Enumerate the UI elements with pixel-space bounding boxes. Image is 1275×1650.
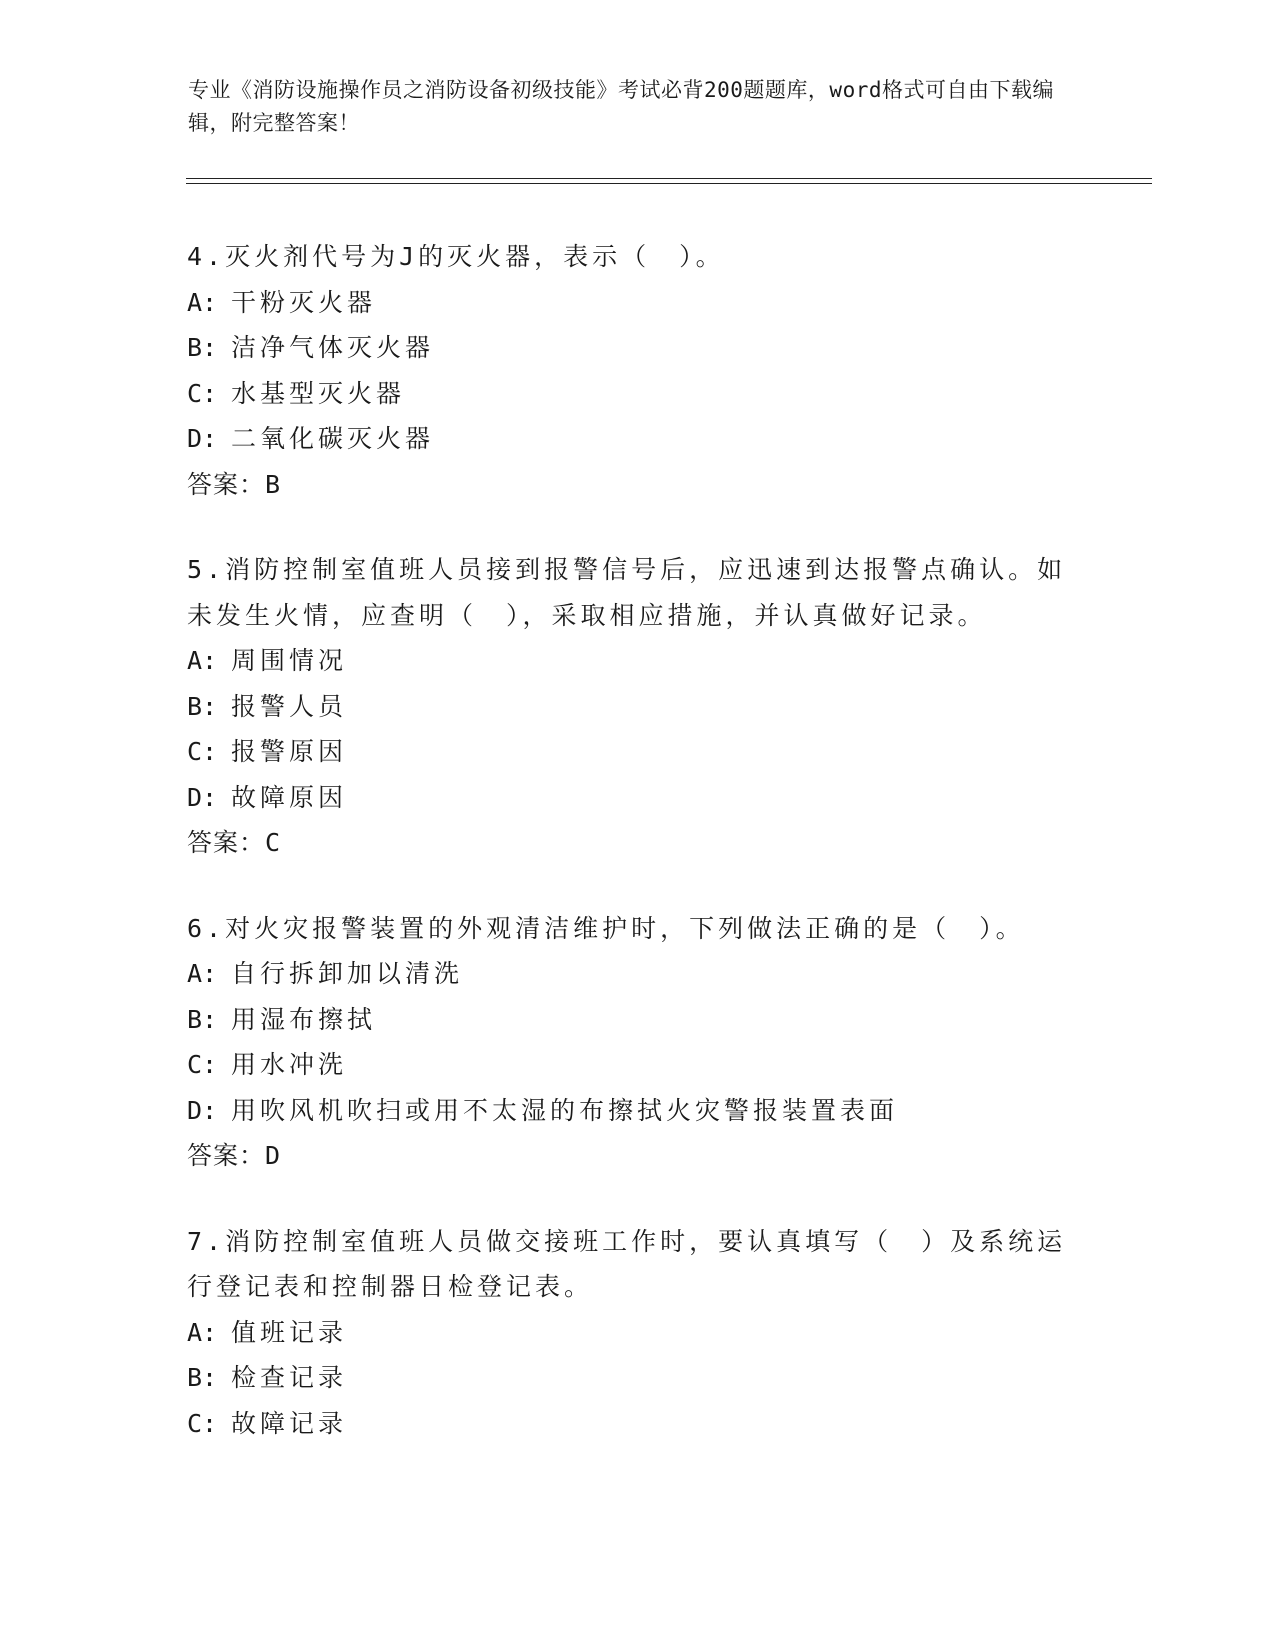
option-letter: A: [187, 287, 218, 317]
question-stem: 7.消防控制室值班人员做交接班工作时，要认真填写（ ）及系统运行登记表和控制器日检登记表。 [187, 1226, 1067, 1301]
option-text: 报警原因 [231, 737, 348, 766]
option-text: 水基型灭火器 [231, 378, 406, 408]
option-d [187, 1088, 1067, 1134]
option-b [187, 684, 1067, 730]
option-a [187, 1310, 1067, 1356]
option-d [187, 416, 1067, 462]
option-b [187, 1355, 1067, 1401]
answer-value: B [265, 469, 282, 499]
option-a [187, 638, 1067, 684]
question-6 [187, 906, 1067, 1179]
option-c [187, 1401, 1067, 1447]
option-c [187, 729, 1067, 775]
option-letter: D: [187, 424, 218, 453]
answer-label: 答案： [187, 828, 266, 857]
option-letter: B: [187, 333, 218, 362]
option-b [187, 997, 1067, 1043]
question-list [187, 234, 1067, 1486]
option-text: 检查记录 [231, 1363, 348, 1392]
question-4 [187, 234, 1067, 507]
question-stem: 6.对火灾报警装置的外观清洁维护时，下列做法正确的是（ ）。 [187, 913, 1025, 943]
answer-label: 答案： [187, 469, 266, 499]
option-text: 报警人员 [231, 691, 348, 721]
option-c [187, 371, 1067, 417]
option-b [187, 325, 1067, 371]
option-text: 洁净气体灭火器 [231, 333, 435, 362]
option-letter: A: [187, 959, 218, 988]
header-rule-top [186, 178, 1152, 179]
question-stem: 5.消防控制室值班人员接到报警信号后，应迅速到达报警点确认。如未发生火情，应查明（ ），采取相应措施，并认真做好记录。 [187, 555, 1067, 630]
answer-line [187, 820, 1067, 866]
answer-line [187, 1133, 1067, 1179]
option-d [187, 775, 1067, 821]
option-letter: B: [187, 1004, 218, 1034]
answer-line [187, 462, 1067, 508]
option-letter: B: [187, 691, 218, 721]
question-stem: 4.灭火剂代号为J的灭火器，表示（ ）。 [187, 242, 725, 271]
option-letter: D: [187, 1095, 218, 1125]
option-text: 用水冲洗 [231, 1050, 348, 1079]
answer-label: 答案： [187, 1141, 266, 1170]
header-rule-bottom [186, 183, 1152, 184]
option-letter: D: [187, 782, 218, 812]
option-letter: C: [187, 737, 218, 766]
question-7 [187, 1219, 1067, 1447]
option-letter: B: [187, 1363, 218, 1392]
question-5 [187, 547, 1067, 866]
option-a [187, 951, 1067, 997]
option-text: 故障记录 [231, 1408, 348, 1438]
option-text: 自行拆卸加以清洗 [231, 959, 464, 988]
document-header: 专业《消防设施操作员之消防设备初级技能》考试必背200题题库，word格式可自由下载编辑，附完整答案！ [188, 78, 1054, 135]
option-text: 故障原因 [231, 782, 348, 812]
option-text: 干粉灭火器 [231, 287, 377, 317]
option-letter: C: [187, 378, 218, 408]
option-letter: A: [187, 646, 218, 675]
option-text: 周围情况 [231, 646, 348, 675]
option-text: 值班记录 [231, 1317, 348, 1347]
option-letter: C: [187, 1408, 218, 1438]
option-letter: C: [187, 1050, 218, 1079]
option-text: 用湿布擦拭 [231, 1004, 377, 1034]
option-a [187, 280, 1067, 326]
option-letter: A: [187, 1317, 218, 1347]
option-text: 二氧化碳灭火器 [231, 424, 435, 453]
option-c [187, 1042, 1067, 1088]
answer-value: D [265, 1141, 282, 1170]
answer-value: C [265, 828, 282, 857]
option-text: 用吹风机吹扫或用不太湿的布擦拭火灾警报装置表面 [231, 1095, 899, 1125]
